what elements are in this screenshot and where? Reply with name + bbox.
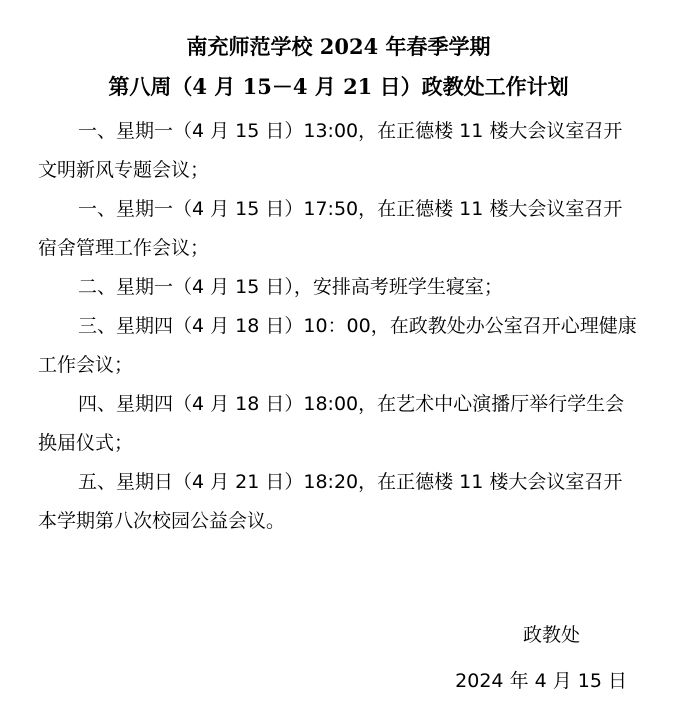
plan-item-list [38, 112, 638, 541]
document-title-week-plan: 第八周（4 月 15－4 月 21 日）政教处工作计划 [108, 74, 569, 99]
signature-date: 2024 年 4 月 15 日 [455, 670, 627, 692]
plan-item: 四、星期四（4 月 18 日）18:00，在艺术中心演播厅举行学生会换届仪式； [38, 393, 625, 454]
plan-item: 二、星期一（4 月 15 日），安排高考班学生寝室； [78, 276, 503, 298]
plan-item: 一、星期一（4 月 15 日）17:50，在正德楼 11 楼大会议室召开宿舍管理工作会议； [38, 198, 623, 259]
plan-item: 三、星期四（4 月 18 日）10：00，在政教处办公室召开心理健康工作会议； [38, 315, 637, 376]
signature-office: 政教处 [522, 624, 580, 646]
document-title-school-term: 南充师范学校 2024 年春季学期 [186, 34, 491, 59]
plan-item: 五、星期日（4 月 21 日）18:20，在正德楼 11 楼大会议室召开本学期第八次校园公益会议。 [38, 471, 623, 532]
plan-item: 一、星期一（4 月 15 日）13:00，在正德楼 11 楼大会议室召开文明新风专题会议； [38, 120, 623, 181]
